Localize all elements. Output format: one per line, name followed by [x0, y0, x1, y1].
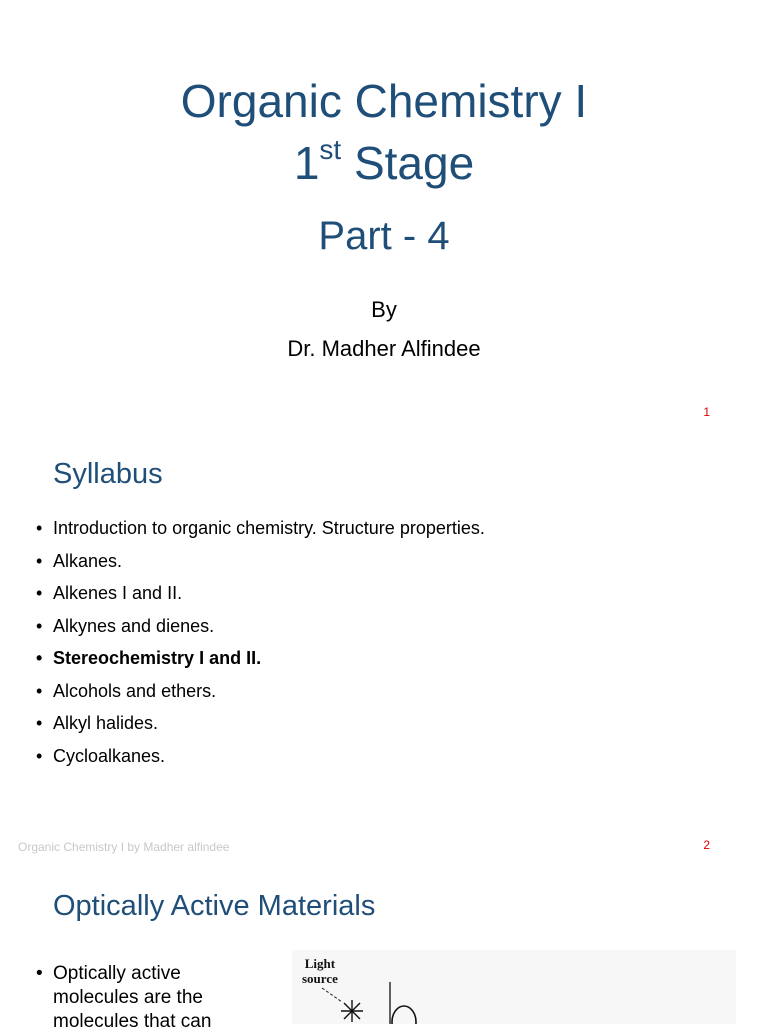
title-slide	[0, 0, 768, 432]
by-label: By	[371, 297, 397, 322]
list-item-highlighted: • Stereochemistry I and II.	[36, 642, 485, 675]
list-item: • Alkyl halides.	[36, 707, 485, 740]
polarimeter-diagram	[292, 950, 736, 1024]
list-item: • Alkanes.	[36, 545, 485, 578]
list-item: • Introduction to organic chemistry. Structure properties.	[36, 512, 485, 545]
optically-active-slide	[0, 864, 768, 1032]
bullet-line: molecules that can	[53, 1011, 212, 1032]
slide-title: Organic Chemistry I	[180, 75, 588, 127]
syllabus-slide	[0, 432, 768, 864]
syllabus-list	[36, 512, 485, 772]
light-source-icon	[341, 1000, 363, 1022]
polarizer-disc	[392, 1006, 416, 1024]
slide-heading: Optically Active Materials	[53, 890, 376, 922]
list-item: • Alcohols and ethers.	[36, 675, 485, 708]
list-item: • Alkenes I and II.	[36, 577, 485, 610]
label-line: Light	[304, 956, 336, 971]
page-number: 2	[703, 838, 710, 852]
polarimeter-figure	[292, 950, 736, 1024]
light-source-label	[302, 956, 338, 986]
bullet-list	[36, 962, 246, 1034]
stage-number: 1	[293, 137, 320, 189]
bullet-line: Optically active	[53, 963, 181, 984]
list-item: • Cycloalkanes.	[36, 740, 485, 773]
stage-word: Stage	[341, 137, 475, 189]
slide-footer: Organic Chemistry I by Madher alfindee	[18, 840, 230, 854]
bullet-line: molecules are the	[53, 987, 203, 1008]
author-name: Dr. Madher Alfindee	[287, 336, 481, 361]
part-label: Part - 4	[318, 214, 450, 258]
slide-heading: Syllabus	[53, 458, 163, 490]
label-line: source	[302, 971, 338, 986]
list-item	[36, 962, 246, 1034]
list-item: • Alkynes and dienes.	[36, 610, 485, 643]
stage-ordinal-suffix: st	[319, 134, 342, 165]
slide-subtitle-stage	[0, 134, 768, 189]
page-number: 1	[703, 405, 710, 419]
